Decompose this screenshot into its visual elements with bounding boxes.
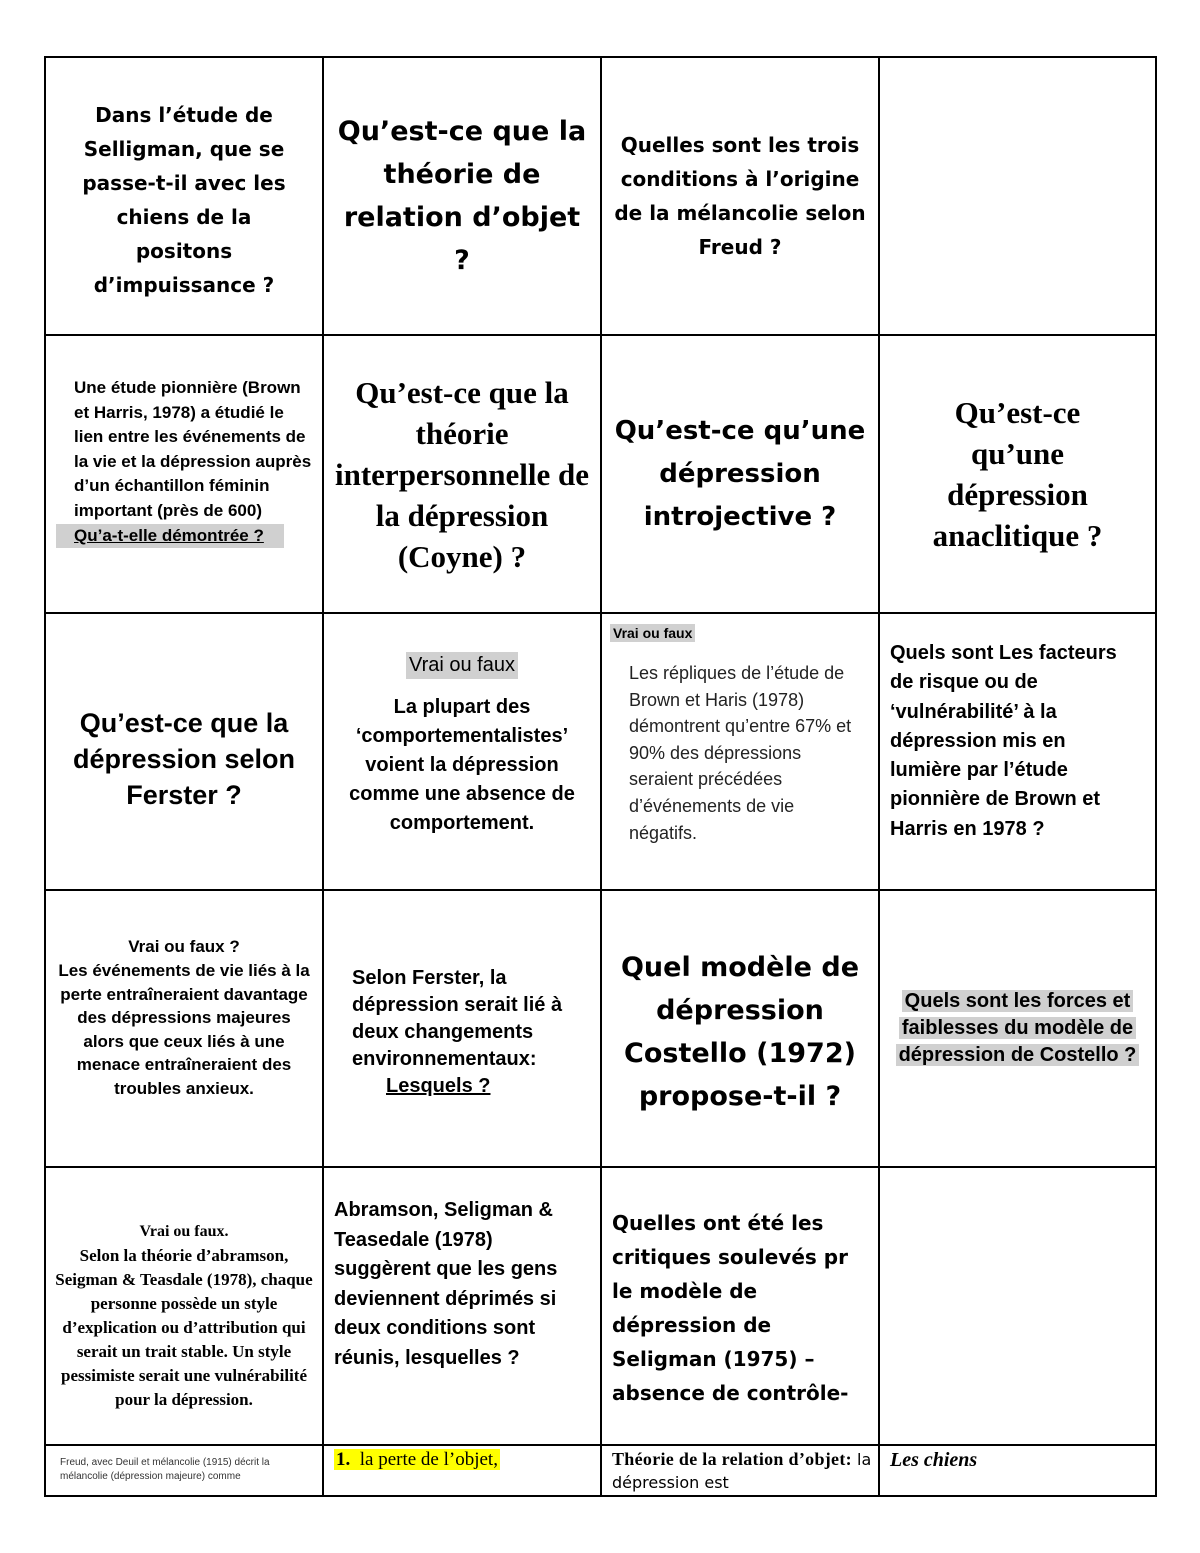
card-r5c2 <box>324 1168 602 1446</box>
card-r5c1 <box>46 1168 324 1446</box>
card-r5c4-empty <box>880 1168 1155 1446</box>
card-r6c4 <box>880 1446 1155 1495</box>
card-text: Abramson, Seligman & Teasedale (1978) suggèrent que les gens deviennent déprimés si deux conditions sont réunis, lesquelles ? <box>334 1199 558 1369</box>
card-r6c1 <box>46 1446 324 1495</box>
card-text: Une étude pionnière (Brown et Harris, 1978) a étudié le lien entre les événements de la vie et la dépression auprès d’un échantillon féminin important (près de 600) <box>74 378 312 520</box>
card-r3c3 <box>602 614 880 891</box>
card-text: Selon Ferster, la dépression serait lié à deux changements environnementaux: <box>352 967 563 1070</box>
card-text-highlight: Quels sont les forces et faiblesses du modèle de dépression de Costello ? <box>896 990 1140 1066</box>
list-item-highlight <box>334 1449 500 1470</box>
card-r2c2 <box>324 336 602 614</box>
card-question: Lesquels ? <box>386 1075 491 1097</box>
card-text: Qu’est-ce qu’une dépression introjective ? <box>614 415 866 532</box>
card-text <box>890 988 1145 1069</box>
card-text: Dans l’étude de Selligman, que se passe-t-il avec les chiens de la positons d’impuissance ? <box>82 103 286 297</box>
card-text: Selon la théorie d’abramson, Seigman & Teasdale (1978), chaque personne possède un style d’explication ou d’attribution qui serait un trait stable. Un style pessimiste serait une vulnérabilité pour la dépression. <box>55 1246 313 1409</box>
card-r1c2 <box>324 58 602 336</box>
card-r1c4-empty <box>880 58 1155 336</box>
list-text: la perte de l’objet, <box>359 1449 498 1470</box>
card-r5c3 <box>602 1168 880 1446</box>
card-r3c4 <box>880 614 1155 891</box>
true-false-label: Vrai ou faux ? <box>128 937 240 956</box>
card-text: Qu’est-ce qu’une dépression anaclitique ? <box>932 395 1103 553</box>
card-r4c2 <box>324 891 602 1168</box>
card-r2c1 <box>46 336 324 614</box>
card-r2c4 <box>880 336 1155 614</box>
card-r1c3 <box>602 58 880 336</box>
card-text-rest: la dépression est <box>612 1450 872 1492</box>
true-false-label: Vrai ou faux <box>406 652 518 679</box>
card-text: Les répliques de l’étude de Brown et Haris (1978) démontrent qu’entre 67% et 90% des dépressions seraient précédées d’événements de vie négatifs. <box>629 663 852 843</box>
card-text: Quelles sont les trois conditions à l’origine de la mélancolie selon Freud ? <box>614 133 866 259</box>
card-text: Qu’est-ce que la théorie de relation d’objet ? <box>337 116 587 276</box>
true-false-label: Vrai ou faux. <box>139 1223 229 1240</box>
card-text: Qu’est-ce que la dépression selon Ferster ? <box>72 707 296 810</box>
card-text: Les événements de vie liés à la perte entraîneraient davantage des dépressions majeures alors que ceux liés à une menace entraîneraient des troubles anxieux. <box>58 961 310 1098</box>
card-r4c4 <box>880 891 1155 1168</box>
card-text: La plupart des ‘comportementalistes’ voient la dépression comme une absence de comportement. <box>349 696 575 834</box>
card-text: Freud, avec Deuil et mélancolie (1915) décrit la mélancolie (dépression majeure) comme <box>60 1457 270 1482</box>
card-text-bold: Théorie de la relation d’objet: <box>612 1449 852 1469</box>
card-r2c3 <box>602 336 880 614</box>
card-r3c2 <box>324 614 602 891</box>
card-r6c3 <box>602 1446 880 1495</box>
card-text: Quel modèle de dépression Costello (1972) propose-t-il ? <box>620 951 860 1112</box>
list-number: 1. <box>336 1449 351 1470</box>
card-text: Qu’est-ce que la théorie interpersonnelle de la dépression (Coyne) ? <box>335 374 589 574</box>
true-false-label: Vrai ou faux <box>610 624 695 642</box>
card-r3c1 <box>46 614 324 891</box>
card-text: Les chiens <box>890 1449 978 1471</box>
card-text: Quelles ont été les critiques soulevés pr le modèle de dépression de Seligman (1975) – absence de contrôle- <box>612 1211 849 1405</box>
card-question: Qu’a-t-elle démontrée ? <box>56 524 284 548</box>
card-text: Quels sont Les facteurs de risque ou de ‘vulnérabilité’ à la dépression mis en lumière par l’étude pionnière de Brown et Harris en 1978 ? <box>890 642 1117 840</box>
card-r6c2 <box>324 1446 602 1495</box>
card-r1c1 <box>46 58 324 336</box>
card-text <box>612 1448 872 1494</box>
card-text <box>334 1448 594 1472</box>
flashcard-grid <box>44 56 1157 1497</box>
card-r4c1 <box>46 891 324 1168</box>
card-r4c3 <box>602 891 880 1168</box>
